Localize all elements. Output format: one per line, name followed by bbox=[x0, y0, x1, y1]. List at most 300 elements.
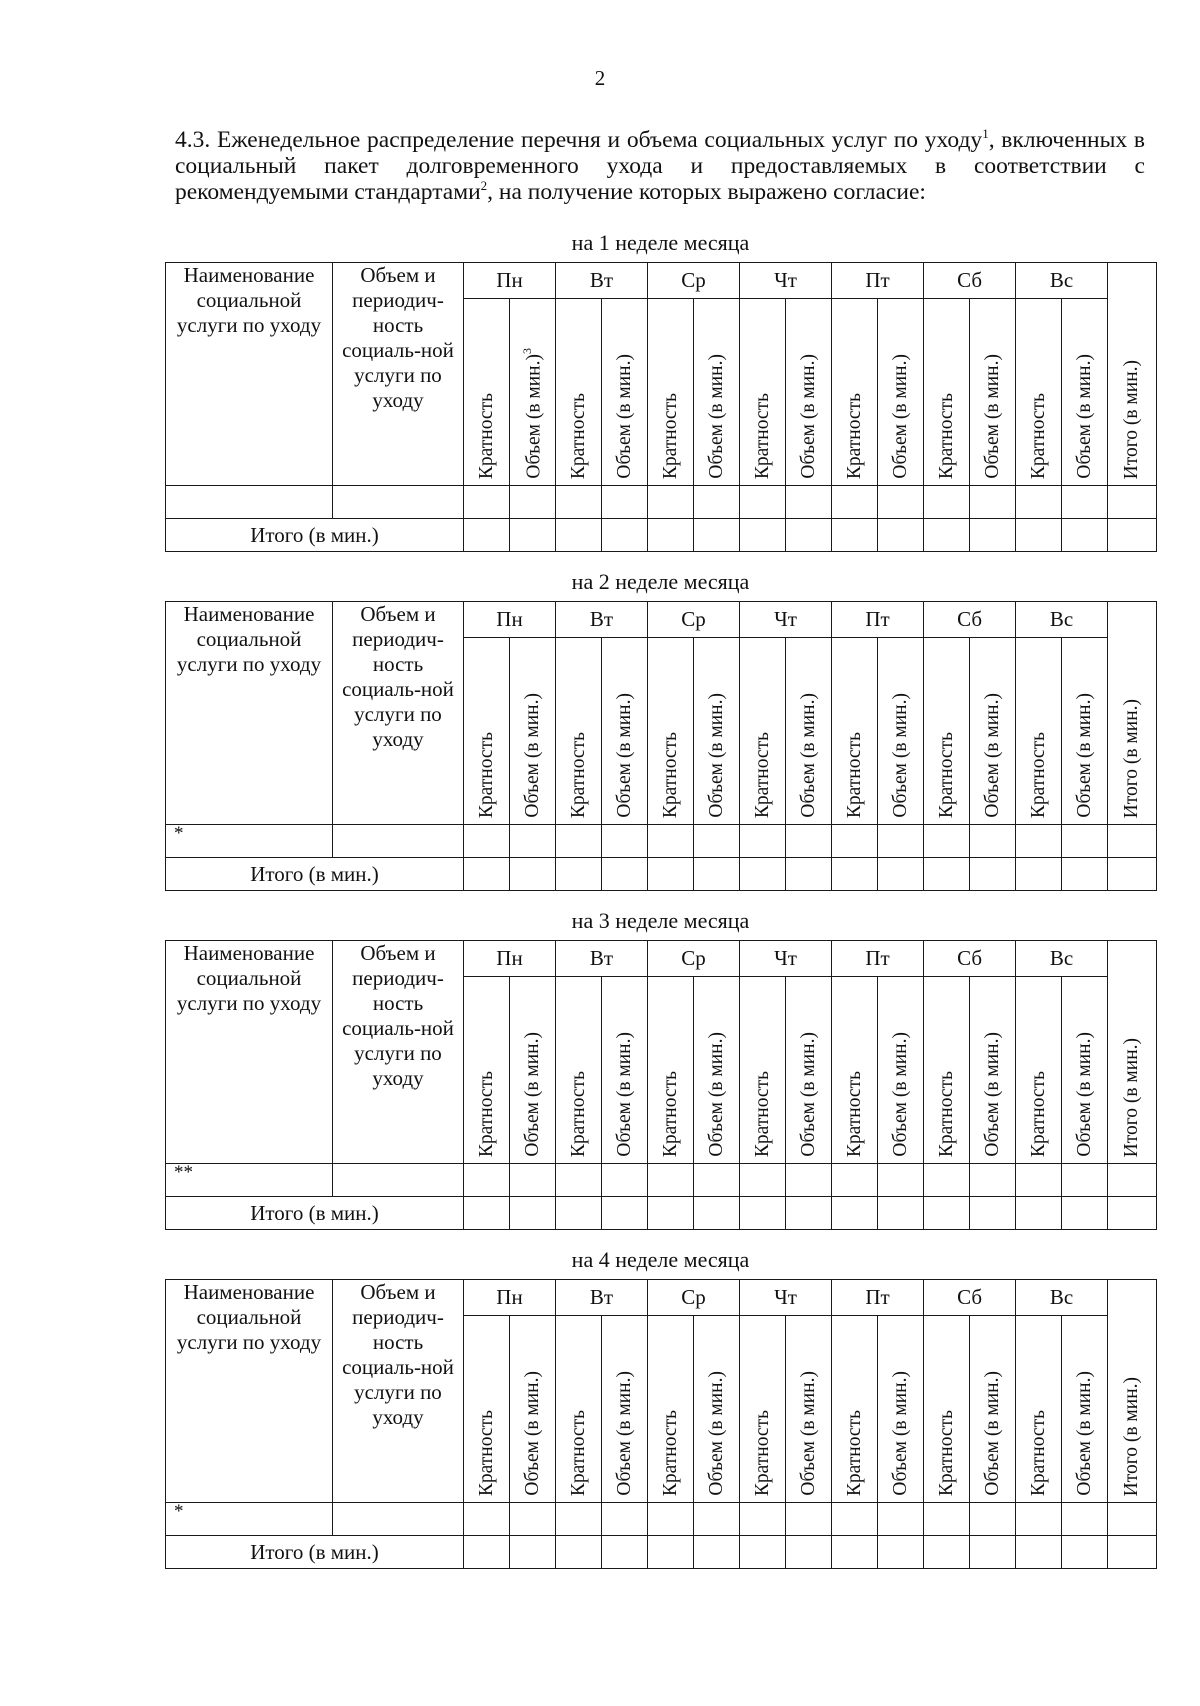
service-name-cell[interactable]: * bbox=[166, 1503, 333, 1536]
week-caption: на 2 неделе месяца bbox=[571, 569, 750, 594]
header-volume bbox=[878, 1316, 924, 1503]
table-cell[interactable] bbox=[740, 1164, 786, 1197]
header-day: Чт bbox=[740, 941, 832, 977]
table-cell[interactable] bbox=[694, 486, 740, 519]
total-cell[interactable] bbox=[924, 1197, 970, 1230]
header-frequency-label: Кратность bbox=[843, 1409, 865, 1496]
header-volume bbox=[970, 638, 1016, 825]
header-day: Сб bbox=[924, 602, 1016, 638]
total-cell[interactable] bbox=[1108, 519, 1157, 552]
header-frequency-label: Кратность bbox=[935, 1409, 957, 1496]
header-frequency bbox=[648, 638, 694, 825]
header-volume-text: Объем (в мин.) bbox=[797, 1032, 819, 1157]
header-volume-label bbox=[890, 687, 912, 818]
header-frequency-label: Кратность bbox=[475, 1409, 497, 1496]
header-day: Чт bbox=[740, 1280, 832, 1316]
header-volume-label bbox=[1074, 1026, 1096, 1157]
header-volume-text: Объем (в мин.) bbox=[613, 354, 635, 479]
table-cell[interactable] bbox=[832, 486, 878, 519]
week-caption: на 3 неделе месяца bbox=[571, 908, 750, 933]
header-volume-text: Объем (в мин.) bbox=[981, 1371, 1003, 1496]
header-volume-text: Объем (в мин.) bbox=[523, 354, 545, 479]
total-cell[interactable] bbox=[1108, 1197, 1157, 1230]
total-cell[interactable] bbox=[602, 1197, 648, 1230]
table-cell[interactable] bbox=[556, 1164, 602, 1197]
header-day: Сб bbox=[924, 263, 1016, 299]
header-volume-label bbox=[522, 1026, 544, 1157]
total-cell[interactable] bbox=[694, 1536, 740, 1569]
header-day: Вс bbox=[1016, 263, 1108, 299]
schedule-table bbox=[165, 1279, 1157, 1569]
total-cell[interactable] bbox=[1016, 1536, 1062, 1569]
header-volume-text: Объем (в мин.) bbox=[705, 693, 727, 818]
header-volume-periodicity: Объем и периодич-ность социаль-ной услуги по уходу bbox=[333, 941, 464, 1164]
service-name-cell[interactable]: * bbox=[166, 825, 333, 858]
header-volume-label bbox=[890, 348, 912, 479]
total-cell[interactable] bbox=[648, 1197, 694, 1230]
table-cell[interactable] bbox=[1108, 486, 1157, 519]
header-service-name: Наименование социальной услуги по уходу bbox=[166, 941, 333, 1164]
total-cell[interactable] bbox=[510, 1197, 556, 1230]
header-frequency bbox=[1016, 299, 1062, 486]
table-cell[interactable] bbox=[694, 825, 740, 858]
header-frequency bbox=[924, 977, 970, 1164]
header-volume-text: Объем (в мин.) bbox=[613, 1032, 635, 1157]
header-volume-text: Объем (в мин.) bbox=[889, 693, 911, 818]
total-cell[interactable] bbox=[694, 1197, 740, 1230]
total-cell[interactable] bbox=[464, 1197, 510, 1230]
header-volume-label bbox=[890, 1026, 912, 1157]
header-row-total-label: Итого (в мин.) bbox=[1121, 1376, 1143, 1496]
header-volume-label bbox=[706, 1026, 728, 1157]
header-volume-label bbox=[1074, 348, 1096, 479]
total-cell[interactable] bbox=[786, 1197, 832, 1230]
total-cell[interactable] bbox=[510, 858, 556, 891]
header-row-total bbox=[1108, 263, 1157, 486]
header-volume bbox=[510, 299, 556, 486]
week-block-4 bbox=[165, 1247, 1156, 1569]
total-cell[interactable] bbox=[694, 858, 740, 891]
header-volume bbox=[786, 977, 832, 1164]
header-volume-text: Объем (в мин.) bbox=[705, 1371, 727, 1496]
header-day: Вт bbox=[556, 263, 648, 299]
header-frequency-label: Кратность bbox=[475, 392, 497, 479]
total-cell[interactable] bbox=[648, 1536, 694, 1569]
total-cell[interactable] bbox=[878, 519, 924, 552]
header-day: Сб bbox=[924, 941, 1016, 977]
table-cell[interactable] bbox=[1062, 486, 1108, 519]
total-row bbox=[166, 1536, 1157, 1569]
total-cell[interactable] bbox=[878, 858, 924, 891]
table-cell[interactable] bbox=[970, 825, 1016, 858]
header-volume bbox=[602, 977, 648, 1164]
total-cell[interactable] bbox=[970, 1197, 1016, 1230]
table-cell[interactable] bbox=[333, 1164, 464, 1197]
header-frequency-label: Кратность bbox=[659, 1070, 681, 1157]
table-cell[interactable] bbox=[1016, 825, 1062, 858]
service-name-cell[interactable]: ** bbox=[166, 1164, 333, 1197]
header-frequency bbox=[648, 299, 694, 486]
total-cell[interactable] bbox=[1016, 1197, 1062, 1230]
header-frequency-label: Кратность bbox=[843, 1070, 865, 1157]
schedule-table bbox=[165, 940, 1157, 1230]
header-frequency bbox=[832, 299, 878, 486]
header-frequency-label: Кратность bbox=[475, 731, 497, 818]
header-volume-label bbox=[1074, 1365, 1096, 1496]
header-day: Ср bbox=[648, 941, 740, 977]
header-frequency-label: Кратность bbox=[659, 392, 681, 479]
header-volume bbox=[510, 977, 556, 1164]
table-row bbox=[166, 1164, 1157, 1197]
header-frequency bbox=[556, 977, 602, 1164]
header-volume-text: Объем (в мин.) bbox=[521, 1032, 543, 1157]
table-cell[interactable] bbox=[878, 1164, 924, 1197]
total-cell[interactable] bbox=[648, 858, 694, 891]
table-cell[interactable] bbox=[602, 825, 648, 858]
header-day: Сб bbox=[924, 1280, 1016, 1316]
header-volume-text: Объем (в мин.) bbox=[705, 354, 727, 479]
table-cell[interactable] bbox=[878, 486, 924, 519]
total-row bbox=[166, 858, 1157, 891]
header-volume-label bbox=[614, 348, 636, 479]
table-cell[interactable] bbox=[832, 825, 878, 858]
total-cell[interactable] bbox=[970, 519, 1016, 552]
intro-paragraph bbox=[175, 127, 1145, 205]
table-cell[interactable] bbox=[333, 1503, 464, 1536]
header-volume-label bbox=[706, 687, 728, 818]
table-cell[interactable] bbox=[510, 825, 556, 858]
table-cell[interactable] bbox=[333, 825, 464, 858]
header-service-name: Наименование социальной услуги по уходу bbox=[166, 263, 333, 486]
week-caption: на 1 неделе месяца bbox=[571, 230, 750, 255]
total-cell[interactable] bbox=[740, 858, 786, 891]
total-cell[interactable] bbox=[740, 1536, 786, 1569]
header-frequency bbox=[832, 638, 878, 825]
table-cell[interactable] bbox=[1016, 486, 1062, 519]
total-cell[interactable] bbox=[556, 1197, 602, 1230]
header-row-total-label: Итого (в мин.) bbox=[1121, 1037, 1143, 1157]
total-cell[interactable] bbox=[1016, 858, 1062, 891]
table-cell[interactable] bbox=[740, 1503, 786, 1536]
header-day: Пт bbox=[832, 1280, 924, 1316]
footnote-ref-1: 1 bbox=[982, 126, 989, 142]
header-frequency-label: Кратность bbox=[659, 1409, 681, 1496]
total-cell[interactable] bbox=[786, 519, 832, 552]
table-cell[interactable] bbox=[1108, 1503, 1157, 1536]
table-cell[interactable] bbox=[832, 1503, 878, 1536]
header-frequency bbox=[556, 1316, 602, 1503]
total-cell[interactable] bbox=[556, 519, 602, 552]
table-cell[interactable] bbox=[740, 825, 786, 858]
header-volume bbox=[1062, 1316, 1108, 1503]
table-cell[interactable] bbox=[464, 1503, 510, 1536]
table-cell[interactable] bbox=[786, 825, 832, 858]
header-frequency-label: Кратность bbox=[659, 731, 681, 818]
table-cell[interactable] bbox=[786, 1164, 832, 1197]
table-cell[interactable] bbox=[970, 1503, 1016, 1536]
header-volume bbox=[1062, 299, 1108, 486]
header-volume-text: Объем (в мин.) bbox=[1073, 1371, 1095, 1496]
total-cell[interactable] bbox=[740, 1197, 786, 1230]
total-cell[interactable] bbox=[1062, 1197, 1108, 1230]
total-label: Итого (в мин.) bbox=[166, 1197, 464, 1230]
total-cell[interactable] bbox=[510, 519, 556, 552]
header-row-total-label: Итого (в мин.) bbox=[1121, 698, 1143, 818]
intro-text-2: , включенных в социальный пакет долговременного ухода и предоставляемых в соответствии с рекомендуемыми стандартами bbox=[175, 127, 1145, 205]
header-volume-label bbox=[982, 687, 1004, 818]
header-volume bbox=[786, 299, 832, 486]
header-frequency bbox=[464, 299, 510, 486]
header-volume-text: Объем (в мин.) bbox=[613, 1371, 635, 1496]
total-cell[interactable] bbox=[1062, 1536, 1108, 1569]
table-cell[interactable] bbox=[510, 486, 556, 519]
header-frequency bbox=[1016, 977, 1062, 1164]
header-day: Пн bbox=[464, 263, 556, 299]
header-volume bbox=[970, 299, 1016, 486]
total-cell[interactable] bbox=[1062, 858, 1108, 891]
table-cell[interactable] bbox=[464, 1164, 510, 1197]
header-volume bbox=[602, 638, 648, 825]
header-frequency bbox=[1016, 638, 1062, 825]
header-day: Вс bbox=[1016, 602, 1108, 638]
header-frequency bbox=[924, 1316, 970, 1503]
header-volume bbox=[1062, 638, 1108, 825]
total-cell[interactable] bbox=[1108, 1536, 1157, 1569]
table-cell[interactable] bbox=[970, 1164, 1016, 1197]
total-cell[interactable] bbox=[602, 858, 648, 891]
header-volume bbox=[878, 977, 924, 1164]
week-caption: на 4 неделе месяца bbox=[571, 1247, 750, 1272]
total-cell[interactable] bbox=[878, 1197, 924, 1230]
header-frequency bbox=[648, 977, 694, 1164]
table-cell[interactable] bbox=[1016, 1503, 1062, 1536]
table-cell[interactable] bbox=[924, 486, 970, 519]
header-frequency-label: Кратность bbox=[751, 1070, 773, 1157]
table-cell[interactable] bbox=[602, 1164, 648, 1197]
header-volume-label bbox=[798, 687, 820, 818]
table-cell[interactable] bbox=[556, 486, 602, 519]
header-frequency-label: Кратность bbox=[843, 731, 865, 818]
header-row-total bbox=[1108, 1280, 1157, 1503]
header-row-total-label: Итого (в мин.) bbox=[1121, 359, 1143, 479]
header-volume bbox=[694, 299, 740, 486]
total-cell[interactable] bbox=[556, 1536, 602, 1569]
total-cell[interactable] bbox=[510, 1536, 556, 1569]
header-frequency-label: Кратность bbox=[1027, 392, 1049, 479]
header-frequency-label: Кратность bbox=[935, 1070, 957, 1157]
table-cell[interactable] bbox=[1016, 1164, 1062, 1197]
total-cell[interactable] bbox=[832, 1536, 878, 1569]
header-volume bbox=[786, 1316, 832, 1503]
header-day: Пн bbox=[464, 941, 556, 977]
total-label: Итого (в мин.) bbox=[166, 858, 464, 891]
table-cell[interactable] bbox=[924, 1503, 970, 1536]
header-frequency bbox=[464, 638, 510, 825]
header-volume-label bbox=[614, 1026, 636, 1157]
table-cell[interactable] bbox=[333, 486, 464, 519]
table-cell[interactable] bbox=[648, 825, 694, 858]
header-volume-label bbox=[520, 342, 546, 479]
table-cell[interactable] bbox=[970, 486, 1016, 519]
total-cell[interactable] bbox=[878, 1536, 924, 1569]
total-cell[interactable] bbox=[648, 519, 694, 552]
table-cell[interactable] bbox=[510, 1164, 556, 1197]
total-cell[interactable] bbox=[924, 858, 970, 891]
table-cell[interactable] bbox=[786, 486, 832, 519]
header-volume-text: Объем (в мин.) bbox=[981, 354, 1003, 479]
table-cell[interactable] bbox=[602, 486, 648, 519]
header-volume-label bbox=[798, 1365, 820, 1496]
header-frequency-label: Кратность bbox=[567, 731, 589, 818]
table-cell[interactable] bbox=[694, 1503, 740, 1536]
total-label: Итого (в мин.) bbox=[166, 519, 464, 552]
table-cell[interactable] bbox=[1108, 1164, 1157, 1197]
table-cell[interactable] bbox=[1062, 1503, 1108, 1536]
header-volume-label bbox=[614, 687, 636, 818]
total-row bbox=[166, 519, 1157, 552]
header-volume bbox=[510, 1316, 556, 1503]
total-cell[interactable] bbox=[924, 519, 970, 552]
table-cell[interactable] bbox=[924, 1164, 970, 1197]
header-volume bbox=[878, 299, 924, 486]
header-volume-label bbox=[1074, 687, 1096, 818]
header-frequency-label: Кратность bbox=[935, 392, 957, 479]
header-frequency bbox=[832, 977, 878, 1164]
total-cell[interactable] bbox=[1062, 519, 1108, 552]
total-cell[interactable] bbox=[464, 1536, 510, 1569]
table-cell[interactable] bbox=[510, 1503, 556, 1536]
header-day: Вт bbox=[556, 941, 648, 977]
header-frequency bbox=[648, 1316, 694, 1503]
header-volume bbox=[694, 638, 740, 825]
header-volume bbox=[786, 638, 832, 825]
header-frequency bbox=[832, 1316, 878, 1503]
header-volume-text: Объем (в мин.) bbox=[889, 354, 911, 479]
intro-text-3: , на получение которых выражено согласие: bbox=[487, 179, 926, 205]
table-cell[interactable] bbox=[1108, 825, 1157, 858]
table-cell[interactable] bbox=[924, 825, 970, 858]
table-cell[interactable] bbox=[694, 1164, 740, 1197]
service-name-cell[interactable] bbox=[166, 486, 333, 519]
total-cell[interactable] bbox=[832, 1197, 878, 1230]
table-cell[interactable] bbox=[648, 1503, 694, 1536]
header-row-total bbox=[1108, 941, 1157, 1164]
table-cell[interactable] bbox=[1062, 1164, 1108, 1197]
header-volume-label bbox=[798, 1026, 820, 1157]
header-volume-text: Объем (в мин.) bbox=[1073, 354, 1095, 479]
header-day: Пн bbox=[464, 602, 556, 638]
header-volume bbox=[510, 638, 556, 825]
header-day: Вс bbox=[1016, 1280, 1108, 1316]
total-cell[interactable] bbox=[740, 519, 786, 552]
header-volume-label bbox=[522, 1365, 544, 1496]
table-cell[interactable] bbox=[556, 825, 602, 858]
header-frequency bbox=[556, 299, 602, 486]
total-cell[interactable] bbox=[786, 1536, 832, 1569]
header-frequency bbox=[556, 638, 602, 825]
header-volume bbox=[602, 299, 648, 486]
header-frequency bbox=[464, 1316, 510, 1503]
total-cell[interactable] bbox=[924, 1536, 970, 1569]
header-frequency-label: Кратность bbox=[751, 731, 773, 818]
header-volume-periodicity: Объем и периодич-ность социаль-ной услуги по уходу bbox=[333, 1280, 464, 1503]
table-cell[interactable] bbox=[464, 825, 510, 858]
total-cell[interactable] bbox=[970, 858, 1016, 891]
week-block-1 bbox=[165, 230, 1156, 552]
table-row bbox=[166, 1503, 1157, 1536]
header-volume-text: Объем (в мин.) bbox=[521, 1371, 543, 1496]
total-cell[interactable] bbox=[786, 858, 832, 891]
table-cell[interactable] bbox=[1062, 825, 1108, 858]
table-cell[interactable] bbox=[556, 1503, 602, 1536]
intro-text-1: 4.3. Еженедельное распределение перечня и объема социальных услуг по уходу bbox=[175, 127, 983, 153]
table-cell[interactable] bbox=[648, 486, 694, 519]
table-cell[interactable] bbox=[740, 486, 786, 519]
header-volume-text: Объем (в мин.) bbox=[981, 1032, 1003, 1157]
total-cell[interactable] bbox=[970, 1536, 1016, 1569]
total-cell[interactable] bbox=[1108, 858, 1157, 891]
table-cell[interactable] bbox=[602, 1503, 648, 1536]
table-cell[interactable] bbox=[832, 1164, 878, 1197]
total-cell[interactable] bbox=[694, 519, 740, 552]
header-day: Пт bbox=[832, 941, 924, 977]
week-block-3 bbox=[165, 908, 1156, 1230]
header-frequency bbox=[924, 299, 970, 486]
header-volume-periodicity: Объем и периодич-ность социаль-ной услуги по уходу bbox=[333, 602, 464, 825]
header-volume-label bbox=[890, 1365, 912, 1496]
header-volume bbox=[602, 1316, 648, 1503]
header-volume-label bbox=[982, 1026, 1004, 1157]
header-volume-text: Объем (в мин.) bbox=[797, 693, 819, 818]
header-frequency bbox=[740, 1316, 786, 1503]
header-volume-label bbox=[982, 348, 1004, 479]
total-cell[interactable] bbox=[832, 858, 878, 891]
table-cell[interactable] bbox=[878, 1503, 924, 1536]
header-volume bbox=[970, 977, 1016, 1164]
total-cell[interactable] bbox=[1016, 519, 1062, 552]
table-cell[interactable] bbox=[464, 486, 510, 519]
header-frequency bbox=[740, 977, 786, 1164]
total-row bbox=[166, 1197, 1157, 1230]
header-volume-label bbox=[706, 1365, 728, 1496]
page-number: 2 bbox=[594, 66, 606, 90]
header-day: Пт bbox=[832, 263, 924, 299]
header-service-name: Наименование социальной услуги по уходу bbox=[166, 1280, 333, 1503]
table-cell[interactable] bbox=[786, 1503, 832, 1536]
total-cell[interactable] bbox=[556, 858, 602, 891]
header-volume-text: Объем (в мин.) bbox=[613, 693, 635, 818]
header-volume bbox=[878, 638, 924, 825]
total-cell[interactable] bbox=[832, 519, 878, 552]
header-day: Ср bbox=[648, 263, 740, 299]
header-frequency-label: Кратность bbox=[567, 1409, 589, 1496]
header-volume-text: Объем (в мин.) bbox=[1073, 1032, 1095, 1157]
header-volume-text: Объем (в мин.) bbox=[521, 693, 543, 818]
header-volume-label bbox=[522, 687, 544, 818]
header-volume-label bbox=[706, 348, 728, 479]
table-cell[interactable] bbox=[878, 825, 924, 858]
total-cell[interactable] bbox=[464, 858, 510, 891]
header-volume bbox=[1062, 977, 1108, 1164]
total-cell[interactable] bbox=[602, 519, 648, 552]
header-frequency-label: Кратность bbox=[567, 1070, 589, 1157]
header-day: Пн bbox=[464, 1280, 556, 1316]
total-cell[interactable] bbox=[602, 1536, 648, 1569]
table-cell[interactable] bbox=[648, 1164, 694, 1197]
total-cell[interactable] bbox=[464, 519, 510, 552]
header-volume-label bbox=[614, 1365, 636, 1496]
header-volume-label bbox=[798, 348, 820, 479]
